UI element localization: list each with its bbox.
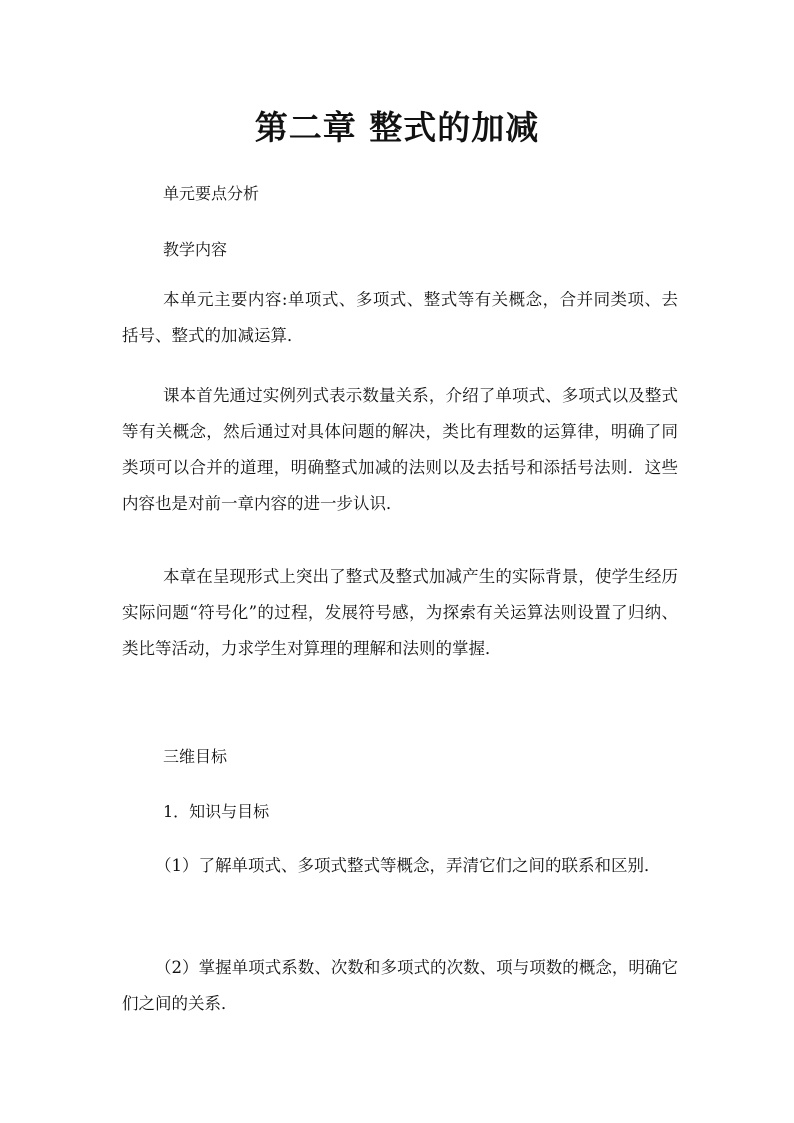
goal-subitem-2: （2）掌握单项式系数、次数和多项式的次数、项与项数的概念，明确它们之间的关系． [122, 958, 678, 1013]
goal-item-knowledge: 1．知识与目标 [163, 802, 270, 821]
paragraph-main-content: 本单元主要内容:单项式、多项式、整式等有关概念，合并同类项、去括号、整式的加减运算． [122, 290, 678, 345]
goal-subitem-1: （1）了解单项式、多项式整式等概念，弄清它们之间的联系和区别． [155, 856, 661, 875]
chapter-title: 第二章 整式的加减 [254, 108, 540, 147]
section-heading-three-goals: 三维目标 [163, 747, 228, 766]
paragraph-presentation-form: 本章在呈现形式上突出了整式及整式加减产生的实际背景，使学生经历实际问题“符号化”的过程，发展符号感，为探索有关运算法则设置了归纳、类比等活动，力求学生对算理的理解和法则的掌握． [122, 567, 678, 658]
section-heading-unit-analysis: 单元要点分析 [163, 184, 260, 203]
paragraph-textbook-intro: 课本首先通过实例列式表示数量关系，介绍了单项式、多项式以及整式等有关概念，然后通过对具体问题的解决，类比有理数的运算律，明确了同类项可以合并的道理，明确整式加减的法则以及去括号和添括号法则．这些内容也是对前一章内容的进一步认识． [122, 386, 678, 513]
section-heading-teaching-content: 教学内容 [163, 240, 228, 259]
